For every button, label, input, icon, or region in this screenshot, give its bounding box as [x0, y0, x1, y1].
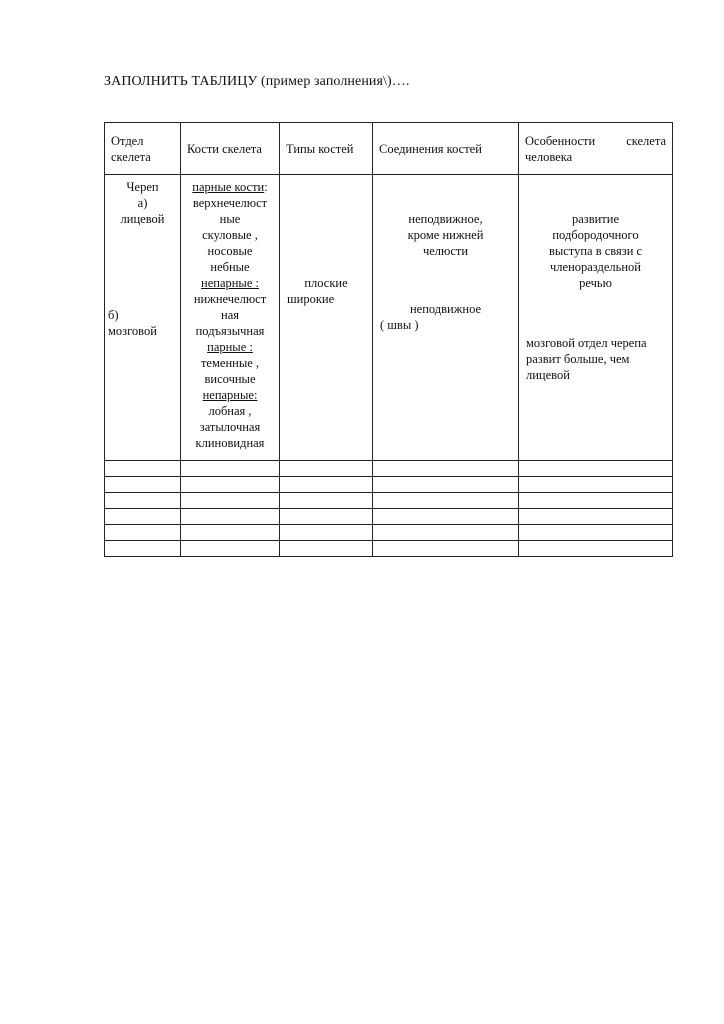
header-features: Особенности скелета человека — [519, 123, 673, 175]
header-department: Отдел скелета — [105, 123, 181, 175]
page-title: ЗАПОЛНИТЬ ТАБЛИЦУ (пример заполнения\)…. — [104, 74, 410, 89]
header-bones: Кости скелета — [181, 123, 280, 175]
cell-features: развитие подбородочного выступа в связи с членораздельной речью мозговой отдел черепа развит больше, чем лицевой — [519, 175, 673, 461]
empty-row — [105, 477, 673, 493]
cell-department: Череп а) лицевой б) мозговой — [105, 175, 181, 461]
table-row — [105, 175, 673, 461]
empty-row — [105, 525, 673, 541]
header-bone-joints: Соединения костей — [373, 123, 519, 175]
header-bone-types: Типы костей — [280, 123, 373, 175]
cell-bone-joints: неподвижное, кроме нижней челюсти неподвижное ( швы ) — [373, 175, 519, 461]
empty-row — [105, 493, 673, 509]
skeleton-table — [104, 122, 673, 557]
empty-row — [105, 461, 673, 477]
header-row — [105, 123, 673, 175]
empty-row — [105, 509, 673, 525]
cell-bone-types: плоские широкие — [280, 175, 373, 461]
empty-row — [105, 541, 673, 557]
cell-bones: парные кости: верхнечелюст ные скуловые , носовые небные непарные : нижнечелюст ная подъязычная парные : теменные , височные непарные: лобная , затылочная клиновидная — [181, 175, 280, 461]
